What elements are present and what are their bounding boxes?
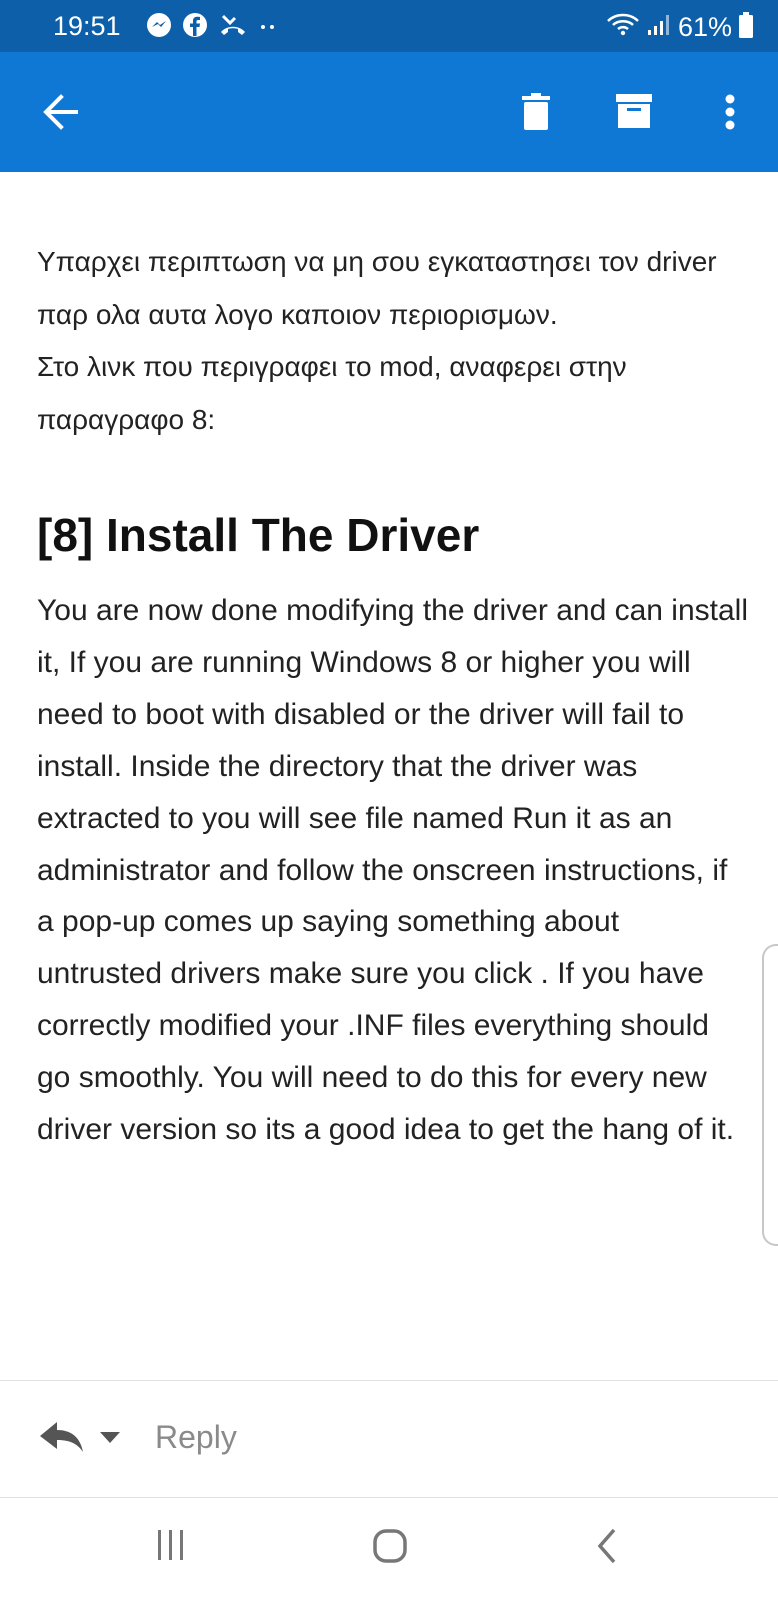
status-time: 19:51 bbox=[53, 11, 121, 41]
quoted-heading: [8] Install The Driver bbox=[37, 509, 480, 561]
home-icon[interactable] bbox=[372, 1528, 408, 1569]
status-bar bbox=[0, 0, 778, 52]
battery-percent: 61% bbox=[677, 12, 732, 42]
navigation-bar bbox=[0, 1498, 778, 1600]
reply-button[interactable]: Reply bbox=[155, 1419, 237, 1455]
back-icon[interactable] bbox=[596, 1528, 618, 1569]
reply-bar bbox=[0, 1381, 778, 1497]
system-status-icons bbox=[606, 11, 754, 44]
wifi-icon bbox=[606, 12, 640, 43]
greek-paragraph-1: Υπαρχει περιπτωση να μη σου εγκαταστησει τον driver παρ ολα αυτα λογο καποιον περιορισμων. bbox=[37, 246, 717, 330]
messenger-icon bbox=[146, 12, 172, 43]
facebook-icon bbox=[182, 12, 208, 43]
message-body bbox=[37, 236, 749, 1156]
signal-icon bbox=[646, 12, 672, 43]
delete-icon[interactable] bbox=[510, 52, 562, 172]
more-notifications-icon bbox=[258, 12, 278, 43]
greek-paragraph-2: Στο λινκ που περιγραφει το mod, αναφερει στην παραγραφο 8: bbox=[37, 351, 627, 435]
app-bar bbox=[0, 52, 778, 172]
scroll-handle[interactable] bbox=[762, 944, 778, 1246]
reply-icon[interactable] bbox=[40, 1421, 84, 1460]
battery-icon bbox=[738, 11, 754, 44]
more-vert-icon[interactable] bbox=[706, 52, 754, 172]
archive-icon[interactable] bbox=[608, 52, 660, 172]
missed-call-icon bbox=[218, 12, 248, 43]
quoted-paragraph: You are now done modifying the driver and can install it, If you are running Windows 8 or higher you will need to boot with disabled or the driver will fail to install. Inside the directory that the driver was extracted to you will see file named Run it as an administrator and follow the onscreen instructions, if a pop-up comes up saying something about untrusted drivers make sure you click . If you have correctly modified your .INF files everything should go smoothly. You will need to do this for every new driver version so its a good idea to get the hang of it. bbox=[37, 594, 749, 1147]
recent-apps-icon[interactable] bbox=[155, 1528, 187, 1567]
dropdown-caret-icon[interactable] bbox=[99, 1431, 121, 1450]
notification-icons bbox=[146, 12, 278, 43]
back-arrow-icon[interactable] bbox=[26, 52, 96, 172]
